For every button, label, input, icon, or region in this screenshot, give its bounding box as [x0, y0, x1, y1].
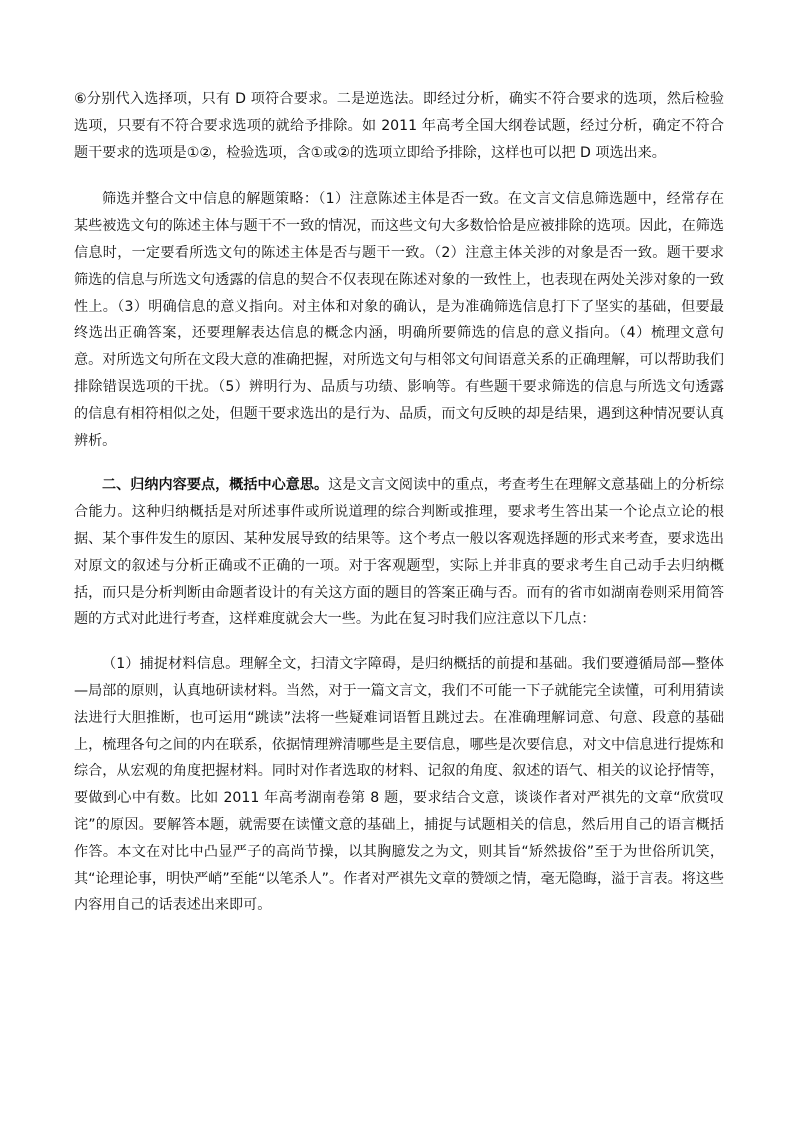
paragraph-screening-strategies	[74, 186, 724, 454]
document-page	[74, 86, 724, 919]
paragraph-text: 这是文言文阅读中的重点，考查考生在理解文意基础上的分析综合能力。这种归纳概括是对所述事件或所说道理的综合判断或推理，要求考生答出某一个论点立论的根据、某个事件发生的原因、某种发展导致的结果等。这个考点一般以客观选择题的形式来考查，要求选出对原文的叙述与分析正确或不正确的一项。对于客观题型，实际上并非真的要求考生自己动手去归纳概括，而只是分析判断由命题者设计的有关这方面的题目的答案正确与否。而有的省市如湖南卷则采用简答题的方式对此进行考查，这样难度就会大一些。为此在复习时我们应注意以下几点：	[74, 477, 725, 628]
paragraph-text: ⑥分别代入选择项，只有 D 项符合要求。二是逆选法。即经过分析，确实不符合要求的选项，然后检验选项，只要有不符合要求选项的就给予排除。如 2011 年高考全国大纲卷试题，经过分析，确定不符合题干要求的选项是①②，检验选项，含①或②的选项立即给予排除，这样也可以把 D 项选出来。	[74, 91, 724, 161]
paragraph-reverse-selection-method	[74, 86, 724, 166]
section-heading: 二、归纳内容要点，概括中心意思。	[102, 477, 329, 494]
paragraph-text: （1）捕捉材料信息。理解全文，扫清文字障碍，是归纳概括的前提和基础。我们要遵循局部—整体—局部的原则，认真地研读材料。当然，对于一篇文言文，我们不可能一下子就能完全读懂，可利用猜读法进行大胆推断，也可运用“跳读”法将一些疑难词语暂且跳过去。在准确理解词意、句意、段意的基础上，梳理各句之间的内在联系，依据情理辨清哪些是主要信息，哪些是次要信息，对文中信息进行提炼和综合，从宏观的角度把握材料。同时对作者选取的材料、记叙的角度、叙述的语气、相关的议论抒情等，要做到心中有数。比如 2011 年高考湖南卷第 8 题，要求结合文意，谈谈作者对严祺先的文章“欣赏叹诧”的原因。要解答本题，就需要在读懂文意的基础上，捕捉与试题相关的信息，然后用自己的语言概括作答。本文在对比中凸显严子的高尚节操，以其胸臆发之为文，则其旨“矫然拔俗”至于为世俗所讥笑，其“论理论事，明快严峭”至能“以笔杀人”。作者对严祺先文章的赞颂之情，毫无隐晦，溢于言表。将这些内容用自己的话表述出来即可。	[74, 656, 724, 914]
paragraph-text: 筛选并整合文中信息的解题策略：（1）注意陈述主体是否一致。在文言文信息筛选题中，经常存在某些被选文句的陈述主体与题干不一致的情况，而这些文句大多数恰恰是应被排除的选项。因此，在筛选信息时，一定要看所选文句的陈述主体是否与题干一致。（2）注意主体关涉的对象是否一致。题干要求筛选的信息与所选文句透露的信息的契合不仅表现在陈述对象的一致性上，也表现在两处关涉对象的一致性上。（3）明确信息的意义指向。对主体和对象的确认，是为准确筛选信息打下了坚实的基础，但要最终选出正确答案，还要理解表达信息的概念内涵，明确所要筛选的信息的意义指向。（4）梳理文意句意。对所选文句所在文段大意的准确把握，对所选文句与相邻文句间语意关系的正确理解，可以帮助我们排除错误选项的干扰。（5）辨明行为、品质与功绩、影响等。有些题干要求筛选的信息与所选文句透露的信息有相符相似之处，但题干要求选出的是行为、品质，而文句反映的却是结果，遇到这种情况要认真辨析。	[74, 191, 724, 449]
paragraph-capture-material-info	[74, 651, 724, 919]
paragraph-summarize-main-idea	[74, 472, 724, 633]
